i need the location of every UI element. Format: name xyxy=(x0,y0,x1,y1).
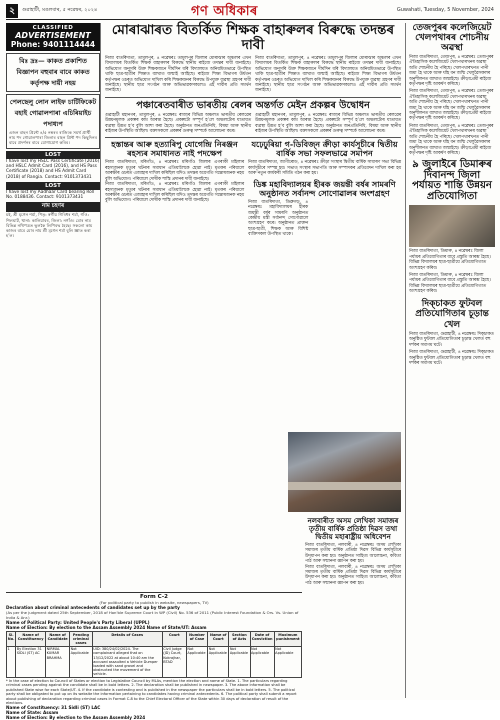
classified-phone: Phone: 9401114444 xyxy=(10,40,96,49)
form-col-header: Sl. No. xyxy=(7,632,16,647)
table-cell: Not Applicable xyxy=(229,646,250,677)
photo-banner-stripe xyxy=(288,482,401,490)
form-col-header: Maximum punishment xyxy=(274,632,301,647)
form-col-header: Name of Candidate xyxy=(46,632,70,647)
lost-heading: LOST xyxy=(6,151,100,159)
story5-text-cont: নিজা বাতৰিদাতা, নলবাৰী, ৪ নৱেম্বৰঃ অসম লেখিকা সমাজৰ তৃতীয় বাৰ্ষিক প্ৰতিষ্ঠা দিৱস বিভিন্ন কাৰ্যসূচীৰে উদ্‌যাপন কৰা হয়। অনুষ্ঠানত সাহিত্য আলোচনা, কবিতা পাঠ আৰু সন্মাননা জ্ঞাপন কৰা হয়। xyxy=(305,564,401,586)
story4-text: নিজা বাতৰিদাতা, ডিব্ৰুগড়, ৪ নৱেম্বৰঃ মহাবিদ্যালয়ৰ হীৰক জয়ন্তী বৰ্ষৰ সামৰণি অনুষ্ঠানত কেন্দ্ৰীয় মন্ত্ৰী সৰ্বানন্দ সোণোৱালে অংশগ্ৰহণ কৰে। অনুষ্ঠানত প্ৰাক্তন ছাত্ৰ-ছাত্ৰী, শিক্ষক আৰু বিশিষ্ট ব্যক্তিসকল উপস্থিত থাকে। xyxy=(248,199,309,238)
story5-text: নিজা বাতৰিদাতা, নলবাৰী, ৪ নৱেম্বৰঃ অসম লেখিকা সমাজৰ তৃতীয় বাৰ্ষিক প্ৰতিষ্ঠা দিৱস বিভিন্ন কাৰ্যসূচীৰে উদ্‌যাপন কৰা হয়। অনুষ্ঠানত সাহিত্য আলোচনা, কবিতা পাঠ আৰু সন্মাননা জ্ঞাপন কৰা হয়। xyxy=(305,543,401,565)
table-cell: Not Applicable xyxy=(208,646,229,677)
story2-text: নিজা বাতৰিদাতা, মৰিগাঁও, ৪ নৱেম্বৰঃ মৰিগাঁও জিলাৰ এগৰাকী মহিলাৰ ৰহস্যজনক মৃত্যুৰ ঘটনাৰ সমাধান এতিয়ালৈকে হোৱা নাই। মৃতকৰ পৰিয়ালে আৰক্ষীৰ ওচৰত এজাহাৰ দাখিল কৰিছিল যদিও তদন্তৰ অগ্ৰগতি সন্তোষজনক নহয় বুলি অভিযোগ। পৰিয়ালে দোষীক শাস্তি প্ৰদানৰ দাবী জনাইছে। xyxy=(105,160,245,182)
right-story-3-text-cont: নিজা বাতৰিদাতা, গুৱাহাটী, ৪ নৱেম্বৰঃ দিক্‌চাকত অনুষ্ঠিত ফুটবল প্ৰতিযোগিতাৰ চূড়ান্ত খেলত বহু দৰ্শকৰ সমাগম ঘটে। xyxy=(409,350,494,367)
classified-column xyxy=(6,23,101,588)
classified-ad-1-text: এজন বাহন প্ৰিন্টে ৪/৫ নম্বৰৰ ৰাজ্যিক সমৰ্থ প্ৰাৰ্থী নাম পদ গোৱালপাৰা জিলাৰ বাহন প্ৰিন্ট পদ কিছুদিনৰ বাবে প্ৰদৰ্শনৰ বাবে যোগাযোগ কৰিব। xyxy=(9,130,97,146)
classified-ad-label: ADVERTISEMENT xyxy=(15,31,91,40)
table-row xyxy=(7,646,302,677)
table-cell: Not Applicable xyxy=(274,646,301,677)
masthead xyxy=(6,4,494,20)
classified-title: CLASSIFIED xyxy=(32,25,74,31)
sub-story-text-2: গুৱাহাটী মহানগৰ, তামুলপুৰ, ৪ নৱেম্বৰঃ ৰাজ্যৰ বিভিন্ন অঞ্চলত ভাৰতীয় ৰেলৱেৰ উন্নয়নমূলক প্ৰকল্পৰ কাম আৰম্ভ হৈছে। প্ৰকল্পটো সম্পূৰ্ণ হ’লে অঞ্চলটোৰ যাতায়ত ব্যৱস্থা উন্নত হ’ব বুলি আশা কৰা হৈছে। অনুষ্ঠানত জনপ্ৰতিনিধি, বিষয়া আৰু স্থানীয় ৰাইজৰ উপস্থিতি আছিল। বক্তাসকলে প্ৰকল্পৰ গুৰুত্ব সম্পৰ্কে আলোচনা কৰে। xyxy=(255,112,401,135)
right-story-1-text: নিজা বাতৰিদাতা, তেজপুৰ, ৪ নৱেম্বৰঃ তেজপুৰৰ ঐতিহাসিক কলেজিয়েট খেলপথাৰখনৰ অৱস্থা অতি শোচনীয় হৈ পৰিছে। খেলপথাৰখনত পানী জমা হৈ থাকে আৰু ঘাঁহ বন জন্মি খেলুৱৈসকলৰ অনুশীলনত ব্যাঘাত জন্মাইছে। ক্ৰীড়াপ্ৰেমী ৰাইজে কৰ্তৃপক্ষৰ দৃষ্টি আকৰ্ষণ কৰিছে। xyxy=(409,55,494,88)
story4-headline: ডিঙ্ক মহাবিদ্যালয়ৰ হীৰক জয়ন্তী বৰ্ষৰ সামৰণি অনুষ্ঠানত সৰ্বানন্দ সোণোৱালৰ অংশগ্ৰহণ xyxy=(253,178,396,198)
story3-headline: যঢ়েঢ়ুৰিয়া গ-ডিবিজ্‌ন ক্ৰীড়া কাৰ্যসূচীৰে দ্বিতীয় বাৰ্ষিক সভা সফলভাৱে সমাপন xyxy=(251,139,398,159)
right-headline-3: দিক্‌চাকত ফুটবল প্ৰতিযোগিতাৰ চূড়ান্ত খেল xyxy=(415,298,489,330)
lost-notice-2: I have lost my Aadhaar Card bearing Roll No. 0188436. Contact: 9101373431 xyxy=(6,189,95,201)
right-story-1-text-cont: নিজা বাতৰিদাতা, তেজপুৰ, ৪ নৱেম্বৰঃ তেজপুৰৰ ঐতিহাসিক কলেজিয়েট খেলপথাৰখনৰ অৱস্থা অতি শোচনীয় হৈ পৰিছে। খেলপথাৰখনত পানী জমা হৈ থাকে আৰু ঘাঁহ বন জন্মি খেলুৱৈসকলৰ অনুশীলনত ব্যাঘাত জন্মাইছে। ক্ৰীড়াপ্ৰেমী ৰাইজে কৰ্তৃপক্ষৰ দৃষ্টি আকৰ্ষণ কৰিছে। xyxy=(409,89,494,122)
table-cell: Not Applicable xyxy=(70,646,93,677)
classified-notice-box xyxy=(6,53,100,92)
form-notes: * In the case of election to Council of States or election to Legislative Council by MLAs, mention the election and name of State. 1. The particulars regarding criminal cases pending against the candidate shall be in bold letters. 2. The declaration shall be published in newspaper. 3. The above information shall be published State wise for each State/UT. 4. If the candidate is contesting and is published in the newspaper the particulars shall be in bold letters. 5. The political party shall be obligated to put up on its website the information pertaining to candidates having criminal antecedents. 6. The political party shall submit a report about publishing of declaration regarding criminal cases in Format C-8 to the Chief Electoral Officer of the State within 30 days of declaration of result of the elections. xyxy=(6,679,297,706)
table-cell: UID: 380/24/02/2024. The complainant alleged that on 13/12/2022 at about 10:40 am the accused assaulted a Vehicle Dumper loaded with sand gravel and obstructed the movement of the vehicle. xyxy=(92,646,162,677)
form-subtitle: (For political party to publish in website, newspapers, TV) xyxy=(99,600,209,605)
right-story-1-text-cont2: নিজা বাতৰিদাতা, তেজপুৰ, ৪ নৱেম্বৰঃ তেজপুৰৰ ঐতিহাসিক কলেজিয়েট খেলপথাৰখনৰ অৱস্থা অতি শোচনীয় হৈ পৰিছে। খেলপথাৰখনত পানী জমা হৈ থাকে আৰু ঘাঁহ বন জন্মি খেলুৱৈসকলৰ অনুশীলনত ব্যাঘাত জন্মাইছে। ক্ৰীড়াপ্ৰেমী ৰাইজে কৰ্তৃপক্ষৰ দৃষ্টি আকৰ্ষণ কৰিছে। xyxy=(409,123,494,156)
form-col-header: Date of Conviction xyxy=(250,632,274,647)
right-column xyxy=(405,23,495,698)
form-col-header: Pending criminal cases xyxy=(70,632,93,647)
sub-headline: পঞ্চাৰেতবাৰীত ভাৰতীয় ৰেলৰ অন্তৰ্গত মেইন প্ৰকল্পৰ উদ্বোধন xyxy=(136,99,370,111)
right-story-photo xyxy=(409,205,495,247)
table-cell: By Election 31 SIDLI (ST) AC xyxy=(16,646,46,677)
masthead-date-right: Guwahati, Tuesday, 5 November, 2024 xyxy=(396,7,494,13)
form-col-header: Details of Cases xyxy=(92,632,162,647)
form-judgment-line: (As per the judgment dated 25th September, 2018 of Hon'ble Supreme Court in WP (Civil) No. 536 of 2011 (Public Interest Foundation & Ors. Vs. Union of India & Anr.) xyxy=(6,610,299,620)
table-cell: 1 xyxy=(7,646,16,677)
form-footer-constituency: Name of Constituency: 31 Sidli (ST) LAC xyxy=(6,705,101,711)
form-col-header: Court xyxy=(162,632,186,647)
story2-headline: হস্তান্তৰ আৰু হত্যাৰিপু যোগেন্দ্ৰি নিৰঞ্জন ৰহস্যৰ সমাধানত নাই পদক্ষেপ xyxy=(111,139,238,159)
form-footer-state: Name of State: Assam xyxy=(6,710,59,716)
story5 xyxy=(305,517,401,586)
lost-heading-2: LOST xyxy=(6,182,100,190)
main-content xyxy=(105,23,401,238)
name-change-text: মই, শ্ৰী মৃগেন শৰ্মা, পিতৃ: স্বৰ্গীয় গিৰিধৰ শৰ্মা, গাঁও: শিলঘাট, থানা: কালিয়াবৰ, জিলা: নগাঁও। মোৰ নাম বিভিন্ন নথিপত্ৰত ভুলকৈ লিপিবদ্ধ হৈছে। সকলো কাম কাজৰ বাবে মোৰ নাম শ্ৰী মৃগেন শৰ্মা বুলি জ্ঞাত কৰা হ’ল। xyxy=(6,212,93,239)
form-col-header: Number of Case xyxy=(186,632,207,647)
classified-ad-1-head: পেলছেলু লোন লাইফ চাৰ্টিফিকেট বহাই গোৱালপাৰা এচিৰিয়াইচ পদাধ্যপ xyxy=(9,98,97,128)
story2-text-cont: নিজা বাতৰিদাতা, মৰিগাঁও, ৪ নৱেম্বৰঃ মৰিগাঁও জিলাৰ এগৰাকী মহিলাৰ ৰহস্যজনক মৃত্যুৰ ঘটনাৰ সমাধান এতিয়ালৈকে হোৱা নাই। মৃতকৰ পৰিয়ালে আৰক্ষীৰ ওচৰত এজাহাৰ দাখিল কৰিছিল যদিও তদন্তৰ অগ্ৰগতি সন্তোষজনক নহয় বুলি অভিযোগ। পৰিয়ালে দোষীক শাস্তি প্ৰদানৰ দাবী জনাইছে। xyxy=(105,182,245,204)
name-change-heading: নাম চহণৰ xyxy=(6,202,100,212)
form-col-header: Name of Court xyxy=(208,632,229,647)
form-col-header: Name of Constituency xyxy=(16,632,46,647)
table-cell: Not Applicable xyxy=(250,646,274,677)
page-number: ২ xyxy=(6,4,18,18)
right-headline-2: ৯ জুলাইৰে ডিমাৰুৰ দিবানন্দ জিলা পৰ্যায়ত শান্তি উন্নয়ন প্ৰতিযোগিতা xyxy=(412,159,492,202)
form-footer-election: Name of Election: By election to the Assam Assembly 2024 xyxy=(6,715,146,720)
news-photo-event xyxy=(288,432,401,512)
newspaper-logo: গণ অধিকাৰ xyxy=(191,4,258,19)
table-cell: Not Applicable xyxy=(186,646,207,677)
lead-story-text: নিজা বাতৰিদাতা, তামুলপুৰ, ৪ নৱেম্বৰঃ তামুলপুৰ জিলাৰ মোৰাঝাৰ অঞ্চলৰ এখন বিদ্যালয়ৰ বিতৰ্কিত শিক্ষক বাহাৰুলৰ বিৰুদ্ধে স্থানীয় ৰাইজে তদন্তৰ দাবী জনাইছে। অভিযোগ অনুসৰি উক্ত শিক্ষকজনে দীৰ্ঘদিন ধৰি বিদ্যালয়ত অনিয়মিতভাৱে উপস্থিত থাকি ছাত্ৰ-ছাত্ৰীৰ শিক্ষাত ব্যাঘাত জন্মাই আহিছে। ৰাইজে শিক্ষা বিভাগৰ উৰ্ধতন কৰ্তৃপক্ষৰ ওচৰত অভিযোগ দাখিল কৰি শিক্ষকজনৰ বিৰুদ্ধে উপযুক্ত ব্যৱস্থা গ্ৰহণৰ দাবী জনাইছে। স্থানীয় ছাত্ৰ সংগঠন আৰু অভিভাৱকসকলেও এই দাবীৰ প্ৰতি সমৰ্থন জনাইছে। xyxy=(105,56,251,94)
right-headline-1: তেজপুৰৰ কলেজিয়েট খেলপথাৰৰ শোচনীয় অৱস্থা xyxy=(412,23,492,53)
table-cell: NIRMAL KUMAR BRAHMA xyxy=(46,646,70,677)
table-cell: Civil Judge (JD) Court, Kokrajhar, BTAD xyxy=(162,646,186,677)
story3-text: নিজা বাতৰিদাতা, জাগীৰোড, ৪ নৱেম্বৰঃ ক্ৰীড়া সংস্থাৰ দ্বিতীয় বাৰ্ষিক সাধাৰণ সভা বিভিন্ন কাৰ্যসূচীৰে সম্পন্ন হয়। সভাত সংস্থাৰ সভাপতি আৰু সম্পাদকৰ প্ৰতিবেদন দাখিল কৰা হয় আৰু নতুন কাৰ্যকৰী সমিতি গঠন কৰা হয়। xyxy=(248,160,401,177)
lead-headline: মোৰাঝাৰত বিতৰ্কিত শিক্ষক বাহাৰুলৰ বিৰুদ্ধে তদন্তৰ দাবী xyxy=(111,22,395,53)
form-table xyxy=(6,631,302,678)
right-story-2-text-cont: নিজা বাতৰিদাতা, ডিমাৰু, ৪ নৱেম্বৰঃ জিলা পৰ্যায়ৰ প্ৰতিযোগিতাৰ বাবে প্ৰস্তুতি আৰম্ভ হৈছে। বিভিন্ন বিদ্যালয়ৰ ছাত্ৰ-ছাত্ৰীয়ে প্ৰতিযোগিতাত অংশগ্ৰহণ কৰিব। xyxy=(409,272,491,295)
lead-story-text-2: নিজা বাতৰিদাতা, তামুলপুৰ, ৪ নৱেম্বৰঃ তামুলপুৰ জিলাৰ মোৰাঝাৰ অঞ্চলৰ এখন বিদ্যালয়ৰ বিতৰ্কিত শিক্ষক বাহাৰুলৰ বিৰুদ্ধে স্থানীয় ৰাইজে তদন্তৰ দাবী জনাইছে। অভিযোগ অনুসৰি উক্ত শিক্ষকজনে দীৰ্ঘদিন ধৰি বিদ্যালয়ত অনিয়মিতভাৱে উপস্থিত থাকি ছাত্ৰ-ছাত্ৰীৰ শিক্ষাত ব্যাঘাত জন্মাই আহিছে। ৰাইজে শিক্ষা বিভাগৰ উৰ্ধতন কৰ্তৃপক্ষৰ ওচৰত অভিযোগ দাখিল কৰি শিক্ষকজনৰ বিৰুদ্ধে উপযুক্ত ব্যৱস্থা গ্ৰহণৰ দাবী জনাইছে। স্থানীয় ছাত্ৰ সংগঠন আৰু অভিভাৱকসকলেও এই দাবীৰ প্ৰতি সমৰ্থন জনাইছে। xyxy=(255,56,401,94)
right-story-2-text: নিজা বাতৰিদাতা, ডিমাৰু, ৪ নৱেম্বৰঃ জিলা পৰ্যায়ৰ প্ৰতিযোগিতাৰ বাবে প্ৰস্তুতি আৰম্ভ হৈছে। বিভিন্ন বিদ্যালয়ৰ ছাত্ৰ-ছাত্ৰীয়ে প্ৰতিযোগিতাত অংশগ্ৰহণ কৰিব। xyxy=(409,249,491,271)
form-declaration: Declaration about criminal antecedents of candidates set up by the party xyxy=(6,605,180,610)
form-table-header-row xyxy=(7,632,302,647)
story5-headline: নলবাৰীত অসম লেখিকা সমাজৰ তৃতীয় বাৰ্ষিক প্ৰতিষ্ঠা দিৱস তথা দ্বিতীয় মহাৰাষ্ট্ৰীয় অধিবেশন xyxy=(307,516,399,541)
form-election: Name of Election: By election to the Assam Assembly 2024 Name of State/UT: Assam xyxy=(6,625,207,630)
form-title: Form C-2 xyxy=(140,594,168,600)
lost-notice-1: I have lost my HSLC Pass Certificate (2016) and HSLC Admit Card (2016), and HS Pass Certificate (2018) and HS Admit Card (2018) of Rangia. Contact: 9101373431 xyxy=(6,158,100,180)
masthead-date-left: গুৱাহাটী, মঙলবাৰ, ৫ নৱেম্বৰ, ২০২৪ xyxy=(22,7,98,13)
form-party: Name of Political Party: United People's Party Liberal (UPPL) xyxy=(6,620,150,625)
classified-subline: বিঃ দ্ৰঃ— কাকত প্ৰকাশিত বিজ্ঞাপন বহুবাৰ বাবে কাকত কৰ্তৃপক্ষ দায়ী নহয় xyxy=(16,57,90,87)
classified-ad-1 xyxy=(6,94,100,149)
form-c2-notice xyxy=(6,592,302,720)
classified-banner xyxy=(6,23,100,51)
right-story-3-text: নিজা বাতৰিদাতা, গুৱাহাটী, ৪ নৱেম্বৰঃ দিক্‌চাকত অনুষ্ঠিত ফুটবল প্ৰতিযোগিতাৰ চূড়ান্ত খেলত বহু দৰ্শকৰ সমাগম ঘটে। xyxy=(409,332,494,348)
form-col-header: Section of Acts xyxy=(229,632,250,647)
sub-story-text: গুৱাহাটী মহানগৰ, তামুলপুৰ, ৪ নৱেম্বৰঃ ৰাজ্যৰ বিভিন্ন অঞ্চলত ভাৰতীয় ৰেলৱেৰ উন্নয়নমূলক প্ৰকল্পৰ কাম আৰম্ভ হৈছে। প্ৰকল্পটো সম্পূৰ্ণ হ’লে অঞ্চলটোৰ যাতায়ত ব্যৱস্থা উন্নত হ’ব বুলি আশা কৰা হৈছে। অনুষ্ঠানত জনপ্ৰতিনিধি, বিষয়া আৰু স্থানীয় ৰাইজৰ উপস্থিতি আছিল। বক্তাসকলে প্ৰকল্পৰ গুৰুত্ব সম্পৰ্কে আলোচনা কৰে। xyxy=(105,112,251,135)
